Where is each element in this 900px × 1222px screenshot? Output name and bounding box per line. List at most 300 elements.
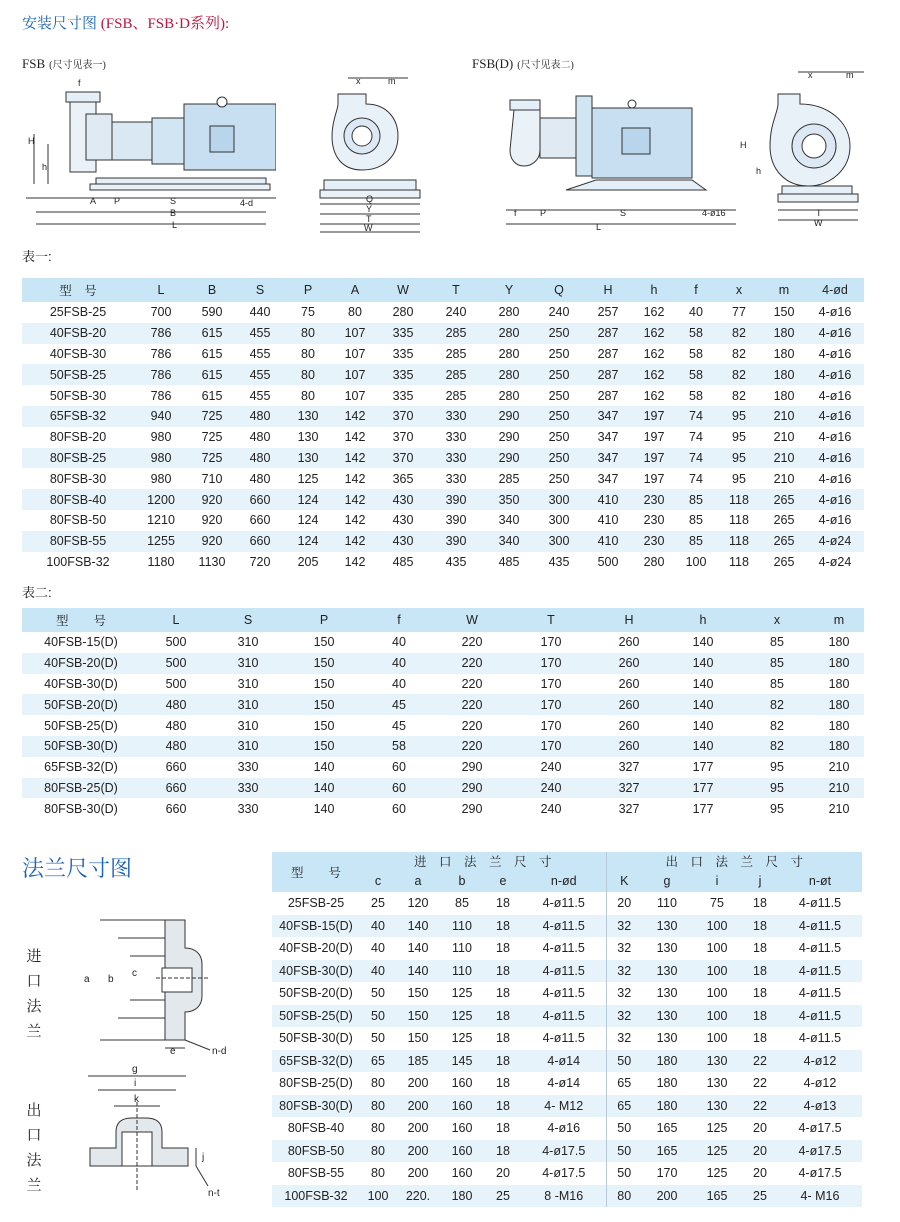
value-cell: 74: [689, 430, 703, 445]
value-cell: 287: [597, 346, 619, 361]
value-cell: 65: [606, 1072, 642, 1095]
value-cell: 500: [165, 676, 187, 691]
value-cell: 1210: [147, 513, 175, 528]
value-cell: 80: [348, 305, 362, 320]
table-row: [22, 448, 864, 469]
value-cell: 177: [666, 778, 740, 799]
value-cell: 4-ø11.5: [522, 1005, 606, 1028]
value-cell: 18: [484, 1050, 522, 1073]
value-cell: 327: [618, 801, 640, 816]
value-cell: 130: [297, 430, 319, 445]
value-cell: 455: [249, 346, 271, 361]
value-cell: 95: [732, 430, 746, 445]
value-cell: 335: [378, 364, 428, 385]
value-cell: 60: [392, 801, 406, 816]
value-cell: 347: [584, 448, 632, 469]
value-cell: 150: [313, 676, 335, 691]
table-row: [22, 468, 864, 489]
value-cell: 170: [656, 1166, 678, 1181]
dim-label-L: L: [172, 220, 178, 230]
value-cell: 660: [165, 801, 187, 816]
value-cell: 142: [344, 430, 366, 445]
value-cell: 74: [676, 448, 716, 469]
value-cell: 58: [676, 364, 716, 385]
value-cell: 95: [770, 801, 784, 816]
table1-header-cell: L: [134, 278, 188, 302]
table-row: [22, 715, 864, 736]
value-cell: 4-ø11.5: [778, 960, 862, 983]
value-cell: 220: [461, 676, 483, 691]
flange-subheader-cell: n-øt: [778, 871, 862, 892]
value-cell: 197: [632, 406, 676, 427]
value-cell: 185: [396, 1050, 440, 1073]
value-cell: 485: [498, 554, 520, 569]
value-cell: 250: [548, 430, 570, 445]
fsbd-note: (尺寸见表二): [517, 60, 574, 71]
value-cell: 265: [762, 531, 806, 552]
value-cell: 4-ø16: [547, 1121, 581, 1136]
dim-label-m: m: [388, 76, 396, 86]
flange-subheader-cell: g: [642, 871, 692, 892]
value-cell: 162: [632, 364, 676, 385]
value-cell: 197: [643, 471, 665, 486]
value-cell: 82: [716, 364, 762, 385]
value-cell: 940: [134, 406, 188, 427]
value-cell: 162: [643, 346, 665, 361]
value-cell: 4-ø16: [806, 448, 864, 469]
value-cell: 280: [498, 346, 520, 361]
value-cell: 18: [496, 1031, 510, 1046]
value-cell: 110: [452, 941, 472, 956]
dim-label-T: T: [366, 214, 372, 224]
model-cell: 80FSB-40: [287, 1121, 345, 1136]
value-cell: 32: [606, 1005, 642, 1028]
value-cell: 32: [606, 937, 642, 960]
value-cell: 480: [140, 736, 212, 757]
dim-label-h-d: h: [756, 166, 762, 176]
table-row: [22, 427, 864, 448]
value-cell: 170: [540, 635, 562, 650]
value-cell: 335: [392, 388, 414, 403]
model-cell: 80FSB-30(D): [272, 1095, 360, 1118]
table-row: [22, 531, 864, 552]
value-cell: 260: [618, 676, 640, 691]
value-cell: 124: [284, 489, 332, 510]
value-cell: 660: [249, 513, 271, 528]
inlet-flange-drawing: [70, 908, 260, 1058]
table-row: [272, 937, 862, 960]
table2-header-cell: W: [434, 608, 510, 632]
value-cell: 210: [828, 760, 850, 775]
flange-subheader-cell: c: [360, 871, 396, 892]
value-cell: 130: [706, 1076, 728, 1091]
value-cell: 4-ø16: [818, 430, 852, 445]
model-cell: 80FSB-55: [22, 531, 134, 552]
value-cell: 980: [150, 471, 172, 486]
value-cell: 4-ø11.5: [778, 1005, 862, 1028]
table-row: [272, 892, 862, 915]
value-cell: 20: [606, 892, 642, 915]
value-cell: 260: [592, 653, 666, 674]
outlet-flange-label: [24, 1098, 44, 1198]
table1: [22, 278, 864, 572]
table-row: [272, 1005, 862, 1028]
value-cell: 240: [548, 305, 570, 320]
value-cell: 18: [496, 896, 510, 911]
value-cell: 285: [445, 388, 467, 403]
value-cell: 140: [666, 694, 740, 715]
value-cell: 82: [716, 323, 762, 344]
flange-subheader-cell: n-ød: [522, 871, 606, 892]
value-cell: 140: [692, 718, 714, 733]
outlet-label-char: 法: [26, 1152, 42, 1169]
value-cell: 786: [150, 346, 172, 361]
value-cell: 142: [344, 513, 366, 528]
dim-label-P: P: [114, 196, 121, 206]
value-cell: 18: [742, 960, 778, 983]
value-cell: 95: [732, 471, 746, 486]
value-cell: 142: [332, 531, 378, 552]
model-cell: 80FSB-50: [272, 1140, 360, 1163]
table2-body: [22, 632, 864, 819]
dim-label-B: B: [170, 208, 177, 218]
table-row: [22, 364, 864, 385]
value-cell: 22: [742, 1095, 778, 1118]
model-cell: 80FSB-20: [49, 430, 107, 445]
fsb-end-view-drawing: [318, 74, 428, 236]
value-cell: 280: [484, 364, 534, 385]
table1-header-cell: S: [236, 278, 284, 302]
value-cell: 280: [392, 305, 414, 320]
model-cell: 80FSB-30: [49, 471, 107, 486]
value-cell: 18: [484, 915, 522, 938]
value-cell: 118: [716, 489, 762, 510]
value-cell: 330: [445, 471, 467, 486]
value-cell: 107: [344, 346, 366, 361]
dim-label-f-d: f: [514, 208, 517, 218]
value-cell: 300: [534, 531, 584, 552]
value-cell: 310: [212, 736, 284, 757]
value-cell: 4-ø11.5: [778, 915, 862, 938]
value-cell: 200: [407, 1166, 429, 1181]
value-cell: 25: [742, 1185, 778, 1208]
value-cell: 50: [360, 1005, 396, 1028]
value-cell: 18: [496, 986, 510, 1001]
value-cell: 107: [332, 323, 378, 344]
table-row: [272, 1162, 862, 1185]
value-cell: 310: [237, 718, 259, 733]
value-cell: 390: [445, 513, 467, 528]
value-cell: 40: [371, 941, 385, 956]
value-cell: 150: [407, 1031, 429, 1046]
value-cell: 20: [753, 1166, 767, 1181]
value-cell: 4-ø16: [806, 323, 864, 344]
value-cell: 85: [770, 635, 784, 650]
value-cell: 410: [597, 513, 619, 528]
table-row: [22, 385, 864, 406]
value-cell: 327: [592, 778, 666, 799]
value-cell: 110: [657, 896, 677, 911]
value-cell: 660: [165, 760, 187, 775]
value-cell: 435: [445, 554, 467, 569]
value-cell: 142: [344, 554, 366, 569]
value-cell: 480: [249, 430, 271, 445]
value-cell: 335: [378, 323, 428, 344]
value-cell: 140: [313, 801, 335, 816]
table-row: [22, 344, 864, 365]
value-cell: 8 -M16: [522, 1185, 606, 1208]
value-cell: 80: [606, 1185, 642, 1208]
value-cell: 230: [632, 489, 676, 510]
value-cell: 100: [692, 960, 742, 983]
value-cell: 4-ø17.5: [798, 1166, 842, 1181]
value-cell: 140: [396, 915, 440, 938]
value-cell: 480: [236, 406, 284, 427]
value-cell: 4-ø11.5: [542, 1031, 585, 1046]
value-cell: 80: [360, 1095, 396, 1118]
value-cell: 340: [484, 531, 534, 552]
value-cell: 347: [597, 471, 619, 486]
value-cell: 4-ø24: [806, 531, 864, 552]
model-cell: 80FSB-40: [22, 489, 134, 510]
flange-model-header: 型 号: [272, 852, 360, 892]
value-cell: 210: [814, 778, 864, 799]
fsb-label: FSB: [22, 56, 46, 71]
value-cell: 310: [212, 653, 284, 674]
value-cell: 18: [484, 1140, 522, 1163]
value-cell: 125: [297, 471, 319, 486]
value-cell: 130: [656, 1031, 678, 1046]
table-row: [272, 1027, 862, 1050]
value-cell: 50: [371, 1031, 385, 1046]
dim-label-H: H: [28, 136, 35, 146]
value-cell: 58: [689, 388, 703, 403]
value-cell: 85: [689, 513, 703, 528]
value-cell: 177: [692, 760, 714, 775]
value-cell: 310: [237, 635, 259, 650]
value-cell: 74: [689, 471, 703, 486]
value-cell: 615: [201, 388, 223, 403]
value-cell: 130: [284, 406, 332, 427]
dim-label-A: A: [90, 196, 97, 206]
value-cell: 4-ø14: [522, 1050, 606, 1073]
table1-header-cell: 型 号: [22, 278, 134, 302]
model-cell: 80FSB-55: [287, 1166, 345, 1181]
table-row: [22, 552, 864, 573]
inlet-label-char: 法: [26, 998, 42, 1015]
value-cell: 58: [689, 346, 703, 361]
value-cell: 265: [762, 489, 806, 510]
value-cell: 280: [643, 554, 665, 569]
value-cell: 100: [706, 1031, 728, 1046]
value-cell: 410: [584, 489, 632, 510]
value-cell: 80: [371, 1076, 385, 1091]
value-cell: 130: [642, 960, 692, 983]
value-cell: 82: [732, 388, 746, 403]
value-cell: 95: [716, 406, 762, 427]
value-cell: 58: [364, 736, 434, 757]
value-cell: 500: [597, 554, 619, 569]
value-cell: 287: [584, 364, 632, 385]
value-cell: 124: [297, 513, 319, 528]
value-cell: 4-ø11.5: [542, 896, 585, 911]
value-cell: 160: [451, 1166, 473, 1181]
flange-table-group-row: [272, 852, 862, 871]
value-cell: 170: [510, 736, 592, 757]
value-cell: 95: [770, 760, 784, 775]
value-cell: 177: [692, 801, 714, 816]
value-cell: 485: [392, 554, 414, 569]
table-row: [22, 674, 864, 695]
value-cell: 300: [548, 513, 570, 528]
value-cell: 4-ø11.5: [542, 986, 585, 1001]
outlet-label-char: 兰: [26, 1177, 42, 1194]
value-cell: 80: [371, 1121, 385, 1136]
dim-label-S-d: S: [620, 208, 627, 218]
value-cell: 920: [201, 513, 223, 528]
value-cell: 125: [440, 1005, 484, 1028]
value-cell: 140: [692, 676, 714, 691]
value-cell: 40: [689, 305, 703, 320]
table2-header-cell: S: [212, 608, 284, 632]
value-cell: 200: [396, 1140, 440, 1163]
value-cell: 20: [753, 1121, 767, 1136]
value-cell: 150: [284, 653, 364, 674]
value-cell: 170: [540, 676, 562, 691]
value-cell: 210: [762, 406, 806, 427]
dim-label-4o16: 4-ø16: [702, 208, 726, 218]
table2-header-cell: L: [140, 608, 212, 632]
value-cell: 330: [428, 406, 484, 427]
value-cell: 290: [498, 430, 520, 445]
dim-label-L-d: L: [596, 222, 602, 232]
value-cell: 4-ø16: [818, 471, 852, 486]
table-row: [22, 406, 864, 427]
value-cell: 660: [236, 489, 284, 510]
fsb-side-view-drawing: [26, 74, 276, 234]
value-cell: 280: [498, 305, 520, 320]
value-cell: 142: [332, 489, 378, 510]
flange-subheader-cell: j: [742, 871, 778, 892]
value-cell: 85: [676, 531, 716, 552]
value-cell: 118: [729, 513, 749, 528]
flange-subheader-cell: b: [440, 871, 484, 892]
model-cell: 50FSB-25: [22, 364, 134, 385]
value-cell: 725: [201, 430, 223, 445]
value-cell: 45: [392, 718, 406, 733]
table-row: [22, 778, 864, 799]
value-cell: 150: [313, 718, 335, 733]
table1-header-cell: W: [378, 278, 428, 302]
value-cell: 220.: [396, 1185, 440, 1208]
value-cell: 118: [729, 554, 749, 569]
value-cell: 435: [548, 554, 570, 569]
value-cell: 220: [461, 635, 483, 650]
table-row: [22, 736, 864, 757]
value-cell: 1130: [198, 554, 226, 569]
dim-label-H-d: H: [740, 140, 747, 150]
value-cell: 4- M12: [522, 1095, 606, 1118]
value-cell: 100: [706, 986, 728, 1001]
value-cell: 786: [150, 388, 172, 403]
table2-header-cell: m: [814, 608, 864, 632]
model-cell: 100FSB-32: [46, 554, 110, 569]
dim-label-S: S: [170, 196, 177, 206]
value-cell: 58: [676, 323, 716, 344]
value-cell: 410: [584, 531, 632, 552]
value-cell: 130: [692, 1050, 742, 1073]
model-cell: 40FSB-20(D): [279, 941, 353, 956]
inlet-label-char: 口: [26, 973, 42, 990]
value-cell: 150: [773, 305, 795, 320]
table-row: [22, 757, 864, 778]
value-cell: 140: [692, 635, 714, 650]
value-cell: 220: [434, 653, 510, 674]
value-cell: 140: [407, 941, 429, 956]
table2-header-cell: 型 号: [22, 608, 140, 632]
model-cell: 80FSB-25: [22, 448, 134, 469]
value-cell: 124: [284, 531, 332, 552]
fsb-diagram-label: [22, 56, 106, 72]
value-cell: 4-ø17.5: [542, 1166, 586, 1181]
value-cell: 150: [284, 694, 364, 715]
table1-header-cell: m: [762, 278, 806, 302]
value-cell: 330: [237, 801, 259, 816]
value-cell: 240: [510, 778, 592, 799]
outlet-group-header: 出 口 法 兰 尺 寸: [606, 852, 862, 871]
table2-header-cell: H: [592, 608, 666, 632]
value-cell: 82: [740, 694, 814, 715]
value-cell: 95: [716, 448, 762, 469]
value-cell: 65: [606, 1095, 642, 1118]
model-cell: 50FSB-20(D): [22, 694, 140, 715]
value-cell: 280: [498, 388, 520, 403]
model-cell: 80FSB-30(D): [44, 801, 118, 816]
value-cell: 140: [284, 778, 364, 799]
value-cell: 4-ø11.5: [522, 915, 606, 938]
value-cell: 200: [642, 1185, 692, 1208]
value-cell: 65: [360, 1050, 396, 1073]
fsbd-end-view-drawing: [738, 64, 868, 230]
value-cell: 4-ø13: [778, 1095, 862, 1118]
value-cell: 18: [753, 941, 767, 956]
value-cell: 330: [428, 448, 484, 469]
value-cell: 75: [710, 896, 724, 911]
value-cell: 4-ø11.5: [798, 986, 842, 1001]
value-cell: 287: [597, 388, 619, 403]
value-cell: 4-ø16: [818, 346, 852, 361]
value-cell: 786: [134, 323, 188, 344]
value-cell: 140: [396, 960, 440, 983]
value-cell: 1180: [147, 554, 175, 569]
value-cell: 265: [773, 513, 795, 528]
value-cell: 180: [762, 364, 806, 385]
value-cell: 4-ø17.5: [798, 1121, 842, 1136]
value-cell: 22: [742, 1050, 778, 1073]
outlet-flange-drawing: [76, 1062, 246, 1202]
value-cell: 140: [313, 760, 335, 775]
dim-label-W: W: [364, 223, 373, 233]
dim-label-f: f: [78, 78, 81, 88]
value-cell: 4-ø24: [818, 554, 852, 569]
value-cell: 85: [770, 676, 784, 691]
value-cell: 290: [484, 448, 534, 469]
table1-header-cell: B: [188, 278, 236, 302]
value-cell: 40: [392, 676, 406, 691]
value-cell: 310: [237, 676, 259, 691]
value-cell: 180: [773, 346, 795, 361]
value-cell: 18: [496, 941, 510, 956]
